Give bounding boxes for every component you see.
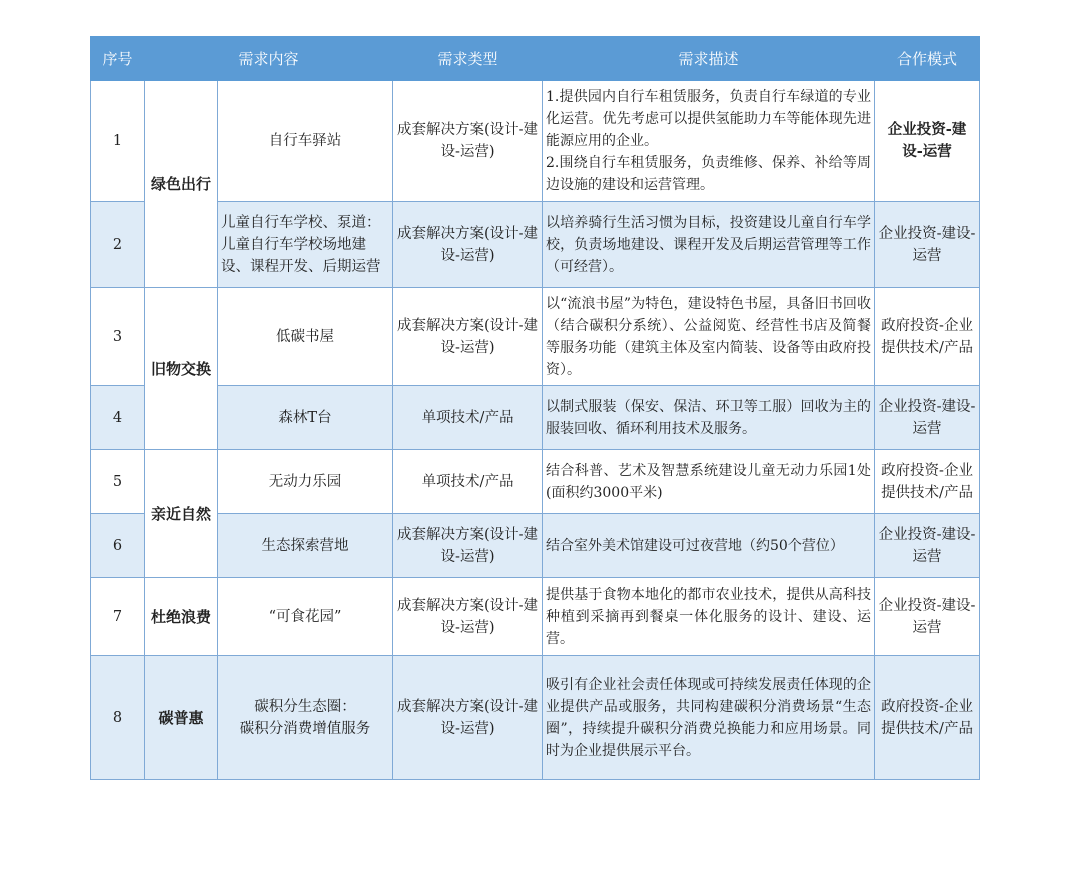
- row-desc: 提供基于食物本地化的都市农业技术，提供从高科技种植到采摘再到餐桌一体化服务的设计、建设、运营。: [543, 578, 875, 656]
- desc-line: 1.提供园内自行车租赁服务，负责自行车绿道的专业化运营。优先考虑可以提供氢能助力车等能体现先进能源应用的企业。: [546, 89, 872, 149]
- table-row: [91, 202, 980, 288]
- requirements-table: [90, 36, 980, 780]
- row-no: 1: [91, 81, 145, 202]
- row-content: 森林T台: [218, 386, 393, 450]
- row-no: 7: [91, 578, 145, 656]
- row-type: 成套解决方案(设计-建设-运营): [393, 514, 543, 578]
- row-type: 成套解决方案(设计-建设-运营): [393, 578, 543, 656]
- row-no: 8: [91, 656, 145, 780]
- desc-line: 2.围绕自行车租赁服务，负责维修、保养、补给等周边设施的建设和运营管理。: [546, 155, 872, 193]
- content-line: 碳积分消费增值服务: [239, 720, 371, 737]
- category-cell: 碳普惠: [145, 656, 218, 780]
- row-mode: 政府投资-企业提供技术/产品: [875, 450, 980, 514]
- row-mode: 企业投资-建设-运营: [875, 202, 980, 288]
- row-content: 自行车驿站: [218, 81, 393, 202]
- row-desc: 吸引有企业社会责任体现或可持续发展责任体现的企业提供产品或服务，共同构建碳积分消费场景“生态圈”，持续提升碳积分消费兑换能力和应用场景。同时为企业提供展示平台。: [543, 656, 875, 780]
- table-row: [91, 656, 980, 780]
- header-type: 需求类型: [393, 37, 543, 81]
- header-mode: 合作模式: [875, 37, 980, 81]
- table-row: [91, 81, 980, 202]
- table-row: [91, 578, 980, 656]
- row-content: 儿童自行车学校、泵道：儿童自行车学校场地建设、课程开发、后期运营: [218, 202, 393, 288]
- row-mode: 政府投资-企业提供技术/产品: [875, 288, 980, 386]
- row-mode: 企业投资-建设-运营: [875, 81, 980, 202]
- row-desc: 结合科普、艺术及智慧系统建设儿童无动力乐园1处(面积约3000平米): [543, 450, 875, 514]
- category-cell: 亲近自然: [145, 450, 218, 578]
- row-mode: 企业投资-建设-运营: [875, 514, 980, 578]
- row-no: 2: [91, 202, 145, 288]
- row-desc: 结合室外美术馆建设可过夜营地（约50个营位）: [543, 514, 875, 578]
- category-cell: 旧物交换: [145, 288, 218, 450]
- row-no: 3: [91, 288, 145, 386]
- row-desc: [543, 81, 875, 202]
- row-desc: 以培养骑行生活习惯为目标，投资建设儿童自行车学校，负责场地建设、课程开发及后期运营管理等工作（可经营）。: [543, 202, 875, 288]
- row-content: [218, 656, 393, 780]
- row-content: 生态探索营地: [218, 514, 393, 578]
- row-mode: 企业投资-建设-运营: [875, 578, 980, 656]
- header-desc: 需求描述: [543, 37, 875, 81]
- table-row: [91, 514, 980, 578]
- row-mode: 企业投资-建设-运营: [875, 386, 980, 450]
- header-content: 需求内容: [145, 37, 393, 81]
- row-no: 4: [91, 386, 145, 450]
- row-content: 无动力乐园: [218, 450, 393, 514]
- row-type: 成套解决方案(设计-建设-运营): [393, 81, 543, 202]
- row-no: 5: [91, 450, 145, 514]
- row-no: 6: [91, 514, 145, 578]
- content-line: 碳积分生态圈：: [254, 698, 356, 715]
- category-cell: 绿色出行: [145, 81, 218, 288]
- row-type: 单项技术/产品: [393, 450, 543, 514]
- row-type: 成套解决方案(设计-建设-运营): [393, 288, 543, 386]
- table-row: [91, 386, 980, 450]
- category-cell: 杜绝浪费: [145, 578, 218, 656]
- header-row: [91, 37, 980, 81]
- row-type: 成套解决方案(设计-建设-运营): [393, 656, 543, 780]
- row-type: 单项技术/产品: [393, 386, 543, 450]
- row-desc: 以“流浪书屋”为特色，建设特色书屋，具备旧书回收（结合碳积分系统）、公益阅览、经营性书店及简餐等服务功能（建筑主体及室内简装、设备等由政府投资）。: [543, 288, 875, 386]
- row-desc: 以制式服装（保安、保洁、环卫等工服）回收为主的服装回收、循环利用技术及服务。: [543, 386, 875, 450]
- row-content: “可食花园”: [218, 578, 393, 656]
- table-row: [91, 450, 980, 514]
- table-row: [91, 288, 980, 386]
- row-content: 低碳书屋: [218, 288, 393, 386]
- row-mode: 政府投资-企业提供技术/产品: [875, 656, 980, 780]
- row-type: 成套解决方案(设计-建设-运营): [393, 202, 543, 288]
- header-no: 序号: [91, 37, 145, 81]
